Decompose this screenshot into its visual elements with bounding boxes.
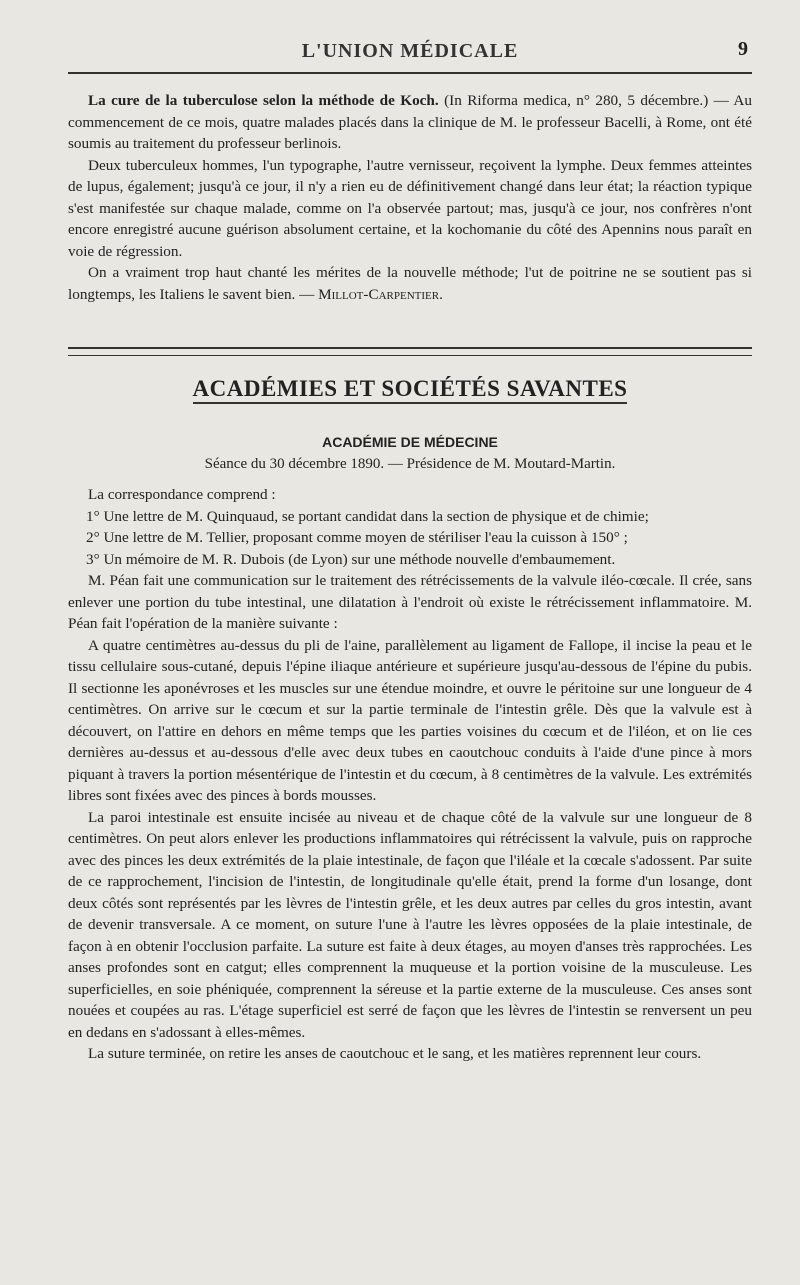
body-paragraph: La correspondance comprend : xyxy=(88,486,276,503)
article-author: Millot-Carpentier. xyxy=(318,285,443,303)
article-paragraph: La cure de la tuberculose selon la méthode de Koch. (In Riforma medica, n° 280, 5 décembre.) — Au commencement de ce mois, quatre malades placés dans la clinique de M. le professeur Bacelli, à Rome, ont été soumis au traitement du professeur berlinois. xyxy=(68,92,752,152)
body-paragraph: M. Péan fait une communication sur le traitement des rétrécissements de la valvule iléo-cœcale. Il crée, sans enlever une portion du tube intestinal, une dilatation à l'endroit où existe le rétrécissement inflammatoire. M. Péan fait l'opération de la manière suivante : xyxy=(68,572,752,632)
journal-title: L'UNION MÉDICALE xyxy=(301,40,519,62)
article-paragraph: On a vraiment trop haut chanté les mérites de la nouvelle méthode; l'ut de poitrine ne se soutient pas si longtemps, les Italiens le savent bien. — Millot-Carpentier. xyxy=(68,264,752,303)
article-koch xyxy=(68,90,752,305)
proceedings-body xyxy=(68,484,752,1065)
article-lead: La cure de la tuberculose selon la méthode de Koch. xyxy=(88,92,439,109)
section-divider xyxy=(68,347,752,356)
body-paragraph: La suture terminée, on retire les anses de caoutchouc et le sang, et les matières reprennent leur cours. xyxy=(88,1045,702,1062)
body-paragraph: La paroi intestinale est ensuite incisée au niveau et de chaque côté de la valvule sur une longueur de 8 centimètres. On peut alors enlever les productions inflammatoires qui rétrécissent la valvule, puis on rapproche avec des pinces les deux extrémités de la plaie intestinale, de façon que l'iléale et la cœcale s'adossent. Par suite de ce rapprochement, l'incision de l'intestin, de longitudinale qu'elle était, prend la forme d'un losange, dont deux côtés sont représentés par les lèvres de l'intestin grêle, et les deux autres par celles du gros intestin, avant de devenir transversale. A ce moment, on suture l'une à l'autre les lèvres opposées de la plaie intestinale, de façon à en obtenir l'occlusion parfaite. La suture est faite à deux étages, au moyen d'anses très rapprochées. Les anses profondes sont en catgut; elles comprennent la muqueuse et la portion voisine de la musculeuse. Les superficielles, en soie phéniquée, comprennent la séreuse et la partie externe de la musculeuse. Ces anses sont nouées et coupées au ras. L'étage superficiel est serré de façon que les lèvres de l'intestin se renversent un peu en dedans en s'adossant à elles-mêmes. xyxy=(68,808,752,1041)
section-heading: ACADÉMIES ET SOCIÉTÉS SAVANTES xyxy=(68,376,752,402)
session-line: Séance du 30 décembre 1890. — Présidence de M. Moutard-Martin. xyxy=(204,456,616,472)
section-subheading: ACADÉMIE DE MÉDECINE xyxy=(322,434,498,450)
running-header xyxy=(68,0,752,66)
page-number: 9 xyxy=(738,38,748,60)
body-paragraph: 2° Une lettre de M. Tellier, proposant comme moyen de stériliser l'eau la cuisson à 150° ; xyxy=(86,529,628,546)
body-paragraph: 3° Un mémoire de M. R. Dubois (de Lyon) sur une méthode nouvelle d'embaumement. xyxy=(86,550,616,568)
body-paragraph: 1° Une lettre de M. Quinquaud, se portant candidat dans la section de physique et de chimie; xyxy=(86,507,649,525)
header-rule xyxy=(68,72,752,74)
article-paragraph: Deux tuberculeux hommes, l'un typographe, l'autre vernisseur, reçoivent la lymphe. Deux femmes atteintes de lupus, également; jusqu'à ce jour, il n'y a rien eu de définitivement changé dans leur état; la réaction typique s'est manifestée sur chaque malade, comme on l'a observée partout; mas, jusqu'à ce jour, nos confrères n'ont encore enregistré aucune guérison absolument certaine, et la kochomanie du côté des Apennins nous paraît en voie de régression. xyxy=(68,156,752,260)
body-paragraph: A quatre centimètres au-dessus du pli de l'aine, parallèlement au ligament de Fallope, il incise la peau et le tissu cellulaire sous-cutané, depuis l'épine iliaque antérieure et supérieure jusqu'au-dessous de l'épine du pubis. Il sectionne les aponévroses et les muscles sur une étendue moindre, et ouvre le péritoine sur une longueur de 4 centimètres. On arrive sur le cœcum et sur la partie terminale de l'intestin grêle. Dès que la valvule est à découvert, on l'attire en dehors en même temps que les parties voisines du cœcum et de l'iléon, et on lie ces dernières au-dessus et au-dessous d'elle avec deux tubes en caoutchouc conduits à l'aide d'une pince à mors piquant à travers la portion mésentérique de l'intestin et du cœcum, à 8 centimètres de la valvule. Les extrémités libres sont fixées avec des pinces à bords mousses. xyxy=(68,636,752,804)
